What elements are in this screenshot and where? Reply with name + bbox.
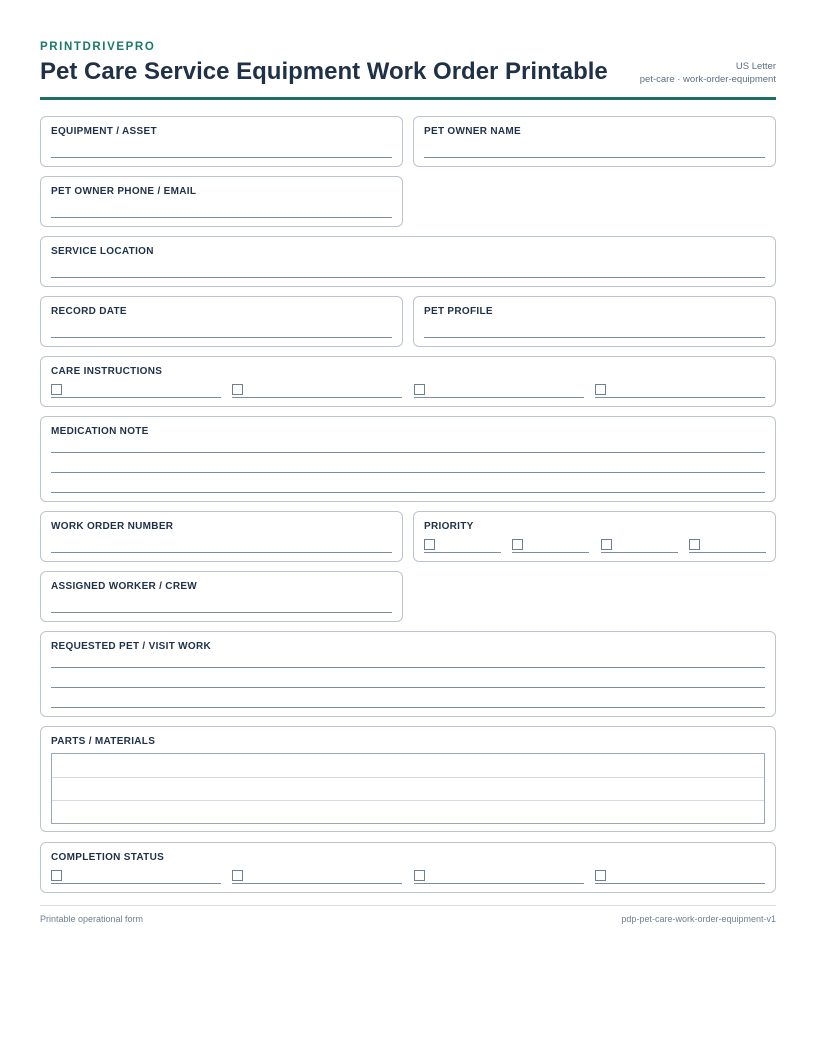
pet-owner-name-input-line[interactable]	[424, 157, 765, 158]
page-title: Pet Care Service Equipment Work Order Printable	[40, 58, 608, 85]
checkbox-line	[601, 552, 678, 553]
footer-rule	[40, 905, 776, 906]
checkbox-line	[232, 883, 402, 884]
checkbox-line	[595, 883, 765, 884]
record-date-field	[40, 296, 403, 347]
field-label: PARTS / MATERIALS	[51, 736, 156, 747]
checkbox-line	[414, 397, 584, 398]
field-label: ASSIGNED WORKER / CREW	[51, 581, 198, 592]
footer-right: pdp-pet-care-work-order-equipment-v1	[621, 914, 776, 924]
medication-note-line-1[interactable]	[51, 452, 765, 453]
requested-work-line-3[interactable]	[51, 707, 765, 708]
pet-owner-contact-field	[40, 176, 403, 227]
completion-status-field	[40, 842, 776, 893]
field-label: REQUESTED PET / VISIT WORK	[51, 641, 212, 652]
medication-note-field	[40, 416, 776, 502]
paper-size: US Letter	[735, 61, 776, 72]
requested-work-line-1[interactable]	[51, 667, 765, 668]
checkbox-line	[414, 883, 584, 884]
pet-owner-name-field	[413, 116, 776, 167]
checkbox-line	[51, 397, 221, 398]
care-instructions-field	[40, 356, 776, 407]
field-label: MEDICATION NOTE	[51, 426, 149, 437]
checkbox[interactable]	[51, 384, 62, 395]
requested-work-line-2[interactable]	[51, 687, 765, 688]
work-order-number-input-line[interactable]	[51, 552, 392, 553]
checkbox[interactable]	[595, 870, 606, 881]
checkbox-line	[512, 552, 589, 553]
assigned-worker-input-line[interactable]	[51, 612, 392, 613]
field-label: COMPLETION STATUS	[51, 852, 165, 863]
checkbox[interactable]	[512, 539, 523, 550]
document-meta	[640, 60, 776, 86]
checkbox[interactable]	[595, 384, 606, 395]
checkbox[interactable]	[414, 384, 425, 395]
checkbox-line	[424, 552, 501, 553]
field-label: PET PROFILE	[424, 306, 493, 317]
field-label: EQUIPMENT / ASSET	[51, 126, 157, 137]
equipment-asset-input-line[interactable]	[51, 157, 392, 158]
parts-materials-field	[40, 726, 776, 832]
field-label: SERVICE LOCATION	[51, 246, 154, 257]
medication-note-line-2[interactable]	[51, 472, 765, 473]
document-tags: pet-care · work-order-equipment	[639, 74, 776, 85]
field-label: CARE INSTRUCTIONS	[51, 366, 163, 377]
record-date-input-line[interactable]	[51, 337, 392, 338]
pet-profile-field	[413, 296, 776, 347]
checkbox[interactable]	[51, 870, 62, 881]
priority-field	[413, 511, 776, 562]
equipment-asset-field	[40, 116, 403, 167]
checkbox[interactable]	[601, 539, 612, 550]
field-label: PET OWNER NAME	[424, 126, 521, 137]
assigned-worker-field	[40, 571, 403, 622]
pet-profile-input-line[interactable]	[424, 337, 765, 338]
field-label: PET OWNER PHONE / EMAIL	[51, 186, 197, 197]
work-order-number-field	[40, 511, 403, 562]
medication-note-line-3[interactable]	[51, 492, 765, 493]
checkbox[interactable]	[232, 384, 243, 395]
checkbox-line	[595, 397, 765, 398]
requested-work-field	[40, 631, 776, 717]
field-label: PRIORITY	[424, 521, 474, 532]
pet-owner-contact-input-line[interactable]	[51, 217, 392, 218]
checkbox[interactable]	[689, 539, 700, 550]
checkbox[interactable]	[424, 539, 435, 550]
footer-left: Printable operational form	[40, 914, 144, 924]
checkbox[interactable]	[232, 870, 243, 881]
checkbox-line	[232, 397, 402, 398]
field-label: RECORD DATE	[51, 306, 127, 317]
field-label: WORK ORDER NUMBER	[51, 521, 174, 532]
table-row-divider	[52, 777, 764, 778]
header-rule	[40, 97, 776, 100]
service-location-input-line[interactable]	[51, 277, 765, 278]
checkbox-line	[51, 883, 221, 884]
parts-materials-table	[51, 753, 765, 824]
checkbox[interactable]	[414, 870, 425, 881]
service-location-field	[40, 236, 776, 287]
brand-name: PRINTDRIVEPRO	[40, 41, 156, 53]
checkbox-line	[689, 552, 766, 553]
table-row-divider	[52, 800, 764, 801]
